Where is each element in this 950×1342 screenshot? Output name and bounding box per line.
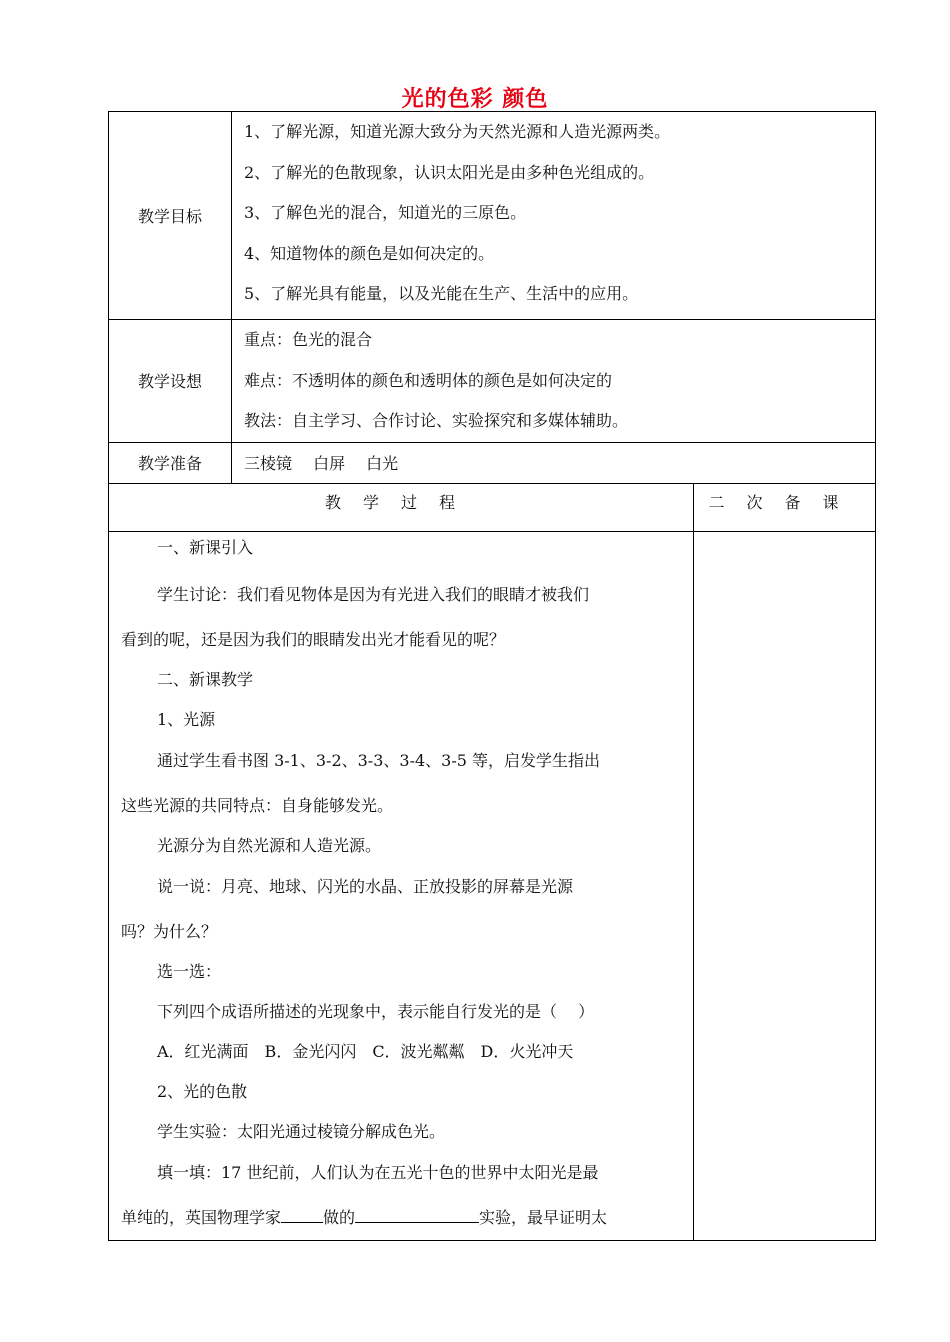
choose-options: A．红光满面 B．金光闪闪 C．波光粼粼 D．火光冲天 (157, 1041, 574, 1061)
subsection-dispersion: 2、光的色散 (157, 1081, 248, 1101)
second-prep-header: 二次备课 (694, 483, 876, 531)
page-title: 光的色彩 颜色 (401, 86, 549, 112)
prep-content: 三棱镜 白屏 白光 (232, 442, 876, 483)
prep-row (109, 442, 876, 483)
design-label: 教学设想 (109, 320, 232, 443)
paragraph: 学生实验：太阳光通过棱镜分解成色光。 (157, 1121, 446, 1141)
fill-blank-line: 单纯的，英国物理学家 做的 实验，最早证明太 (121, 1207, 608, 1227)
second-prep-content (694, 531, 876, 1240)
paragraph: 吗？为什么？ (121, 921, 218, 941)
paragraph: 这些光源的共同特点：自身能够发光。 (121, 795, 394, 815)
choose-question: 下列四个成语所描述的光现象中，表示能自行发光的是（ ） (157, 1001, 595, 1021)
section-intro-title: 一、新课引入 (157, 537, 254, 557)
goal-item: 4、知道物体的颜色是如何决定的。 (244, 243, 495, 263)
design-content (232, 320, 876, 443)
paragraph: 说一说：月亮、地球、闪光的水晶、正放投影的屏幕是光源 (157, 876, 574, 896)
design-item: 重点：色光的混合 (244, 330, 373, 349)
design-item: 教法：自主学习、合作讨论、实验探究和多媒体辅助。 (244, 411, 629, 430)
subsection-light-source: 1、光源 (157, 709, 216, 729)
goal-item: 2、了解光的色散现象，认识太阳光是由多种色光组成的。 (244, 162, 655, 182)
lesson-plan-table (108, 111, 876, 1241)
blank-field (281, 1208, 323, 1223)
process-header: 教学过程 (109, 483, 694, 531)
blank-field (355, 1208, 479, 1223)
goals-row (109, 112, 876, 320)
section-teaching-title: 二、新课教学 (157, 669, 254, 689)
prep-label: 教学准备 (109, 442, 232, 483)
goal-item: 5、了解光具有能量，以及光能在生产、生活中的应用。 (244, 284, 639, 303)
paragraph: 看到的呢，还是因为我们的眼睛发出光才能看见的呢？ (121, 629, 506, 649)
choose-label: 选一选： (157, 961, 222, 981)
process-row (109, 531, 876, 1240)
paragraph: 填一填：17 世纪前，人们认为在五光十色的世界中太阳光是最 (157, 1162, 599, 1182)
paragraph: 通过学生看书图 3-1、3-2、3-3、3-4、3-5 等，启发学生指出 (157, 750, 601, 770)
header-row (109, 483, 876, 531)
goal-item: 3、了解色光的混合，知道光的三原色。 (244, 203, 527, 222)
goals-content (232, 112, 876, 320)
process-content (109, 531, 694, 1240)
paragraph: 学生讨论：我们看见物体是因为有光进入我们的眼睛才被我们 (157, 584, 590, 604)
design-item: 难点：不透明体的颜色和透明体的颜色是如何决定的 (244, 370, 613, 390)
design-row (109, 320, 876, 443)
goals-label: 教学目标 (109, 112, 232, 320)
goal-item: 1、了解光源，知道光源大致分为天然光源和人造光源两类。 (244, 122, 671, 141)
paragraph: 光源分为自然光源和人造光源。 (157, 835, 382, 855)
